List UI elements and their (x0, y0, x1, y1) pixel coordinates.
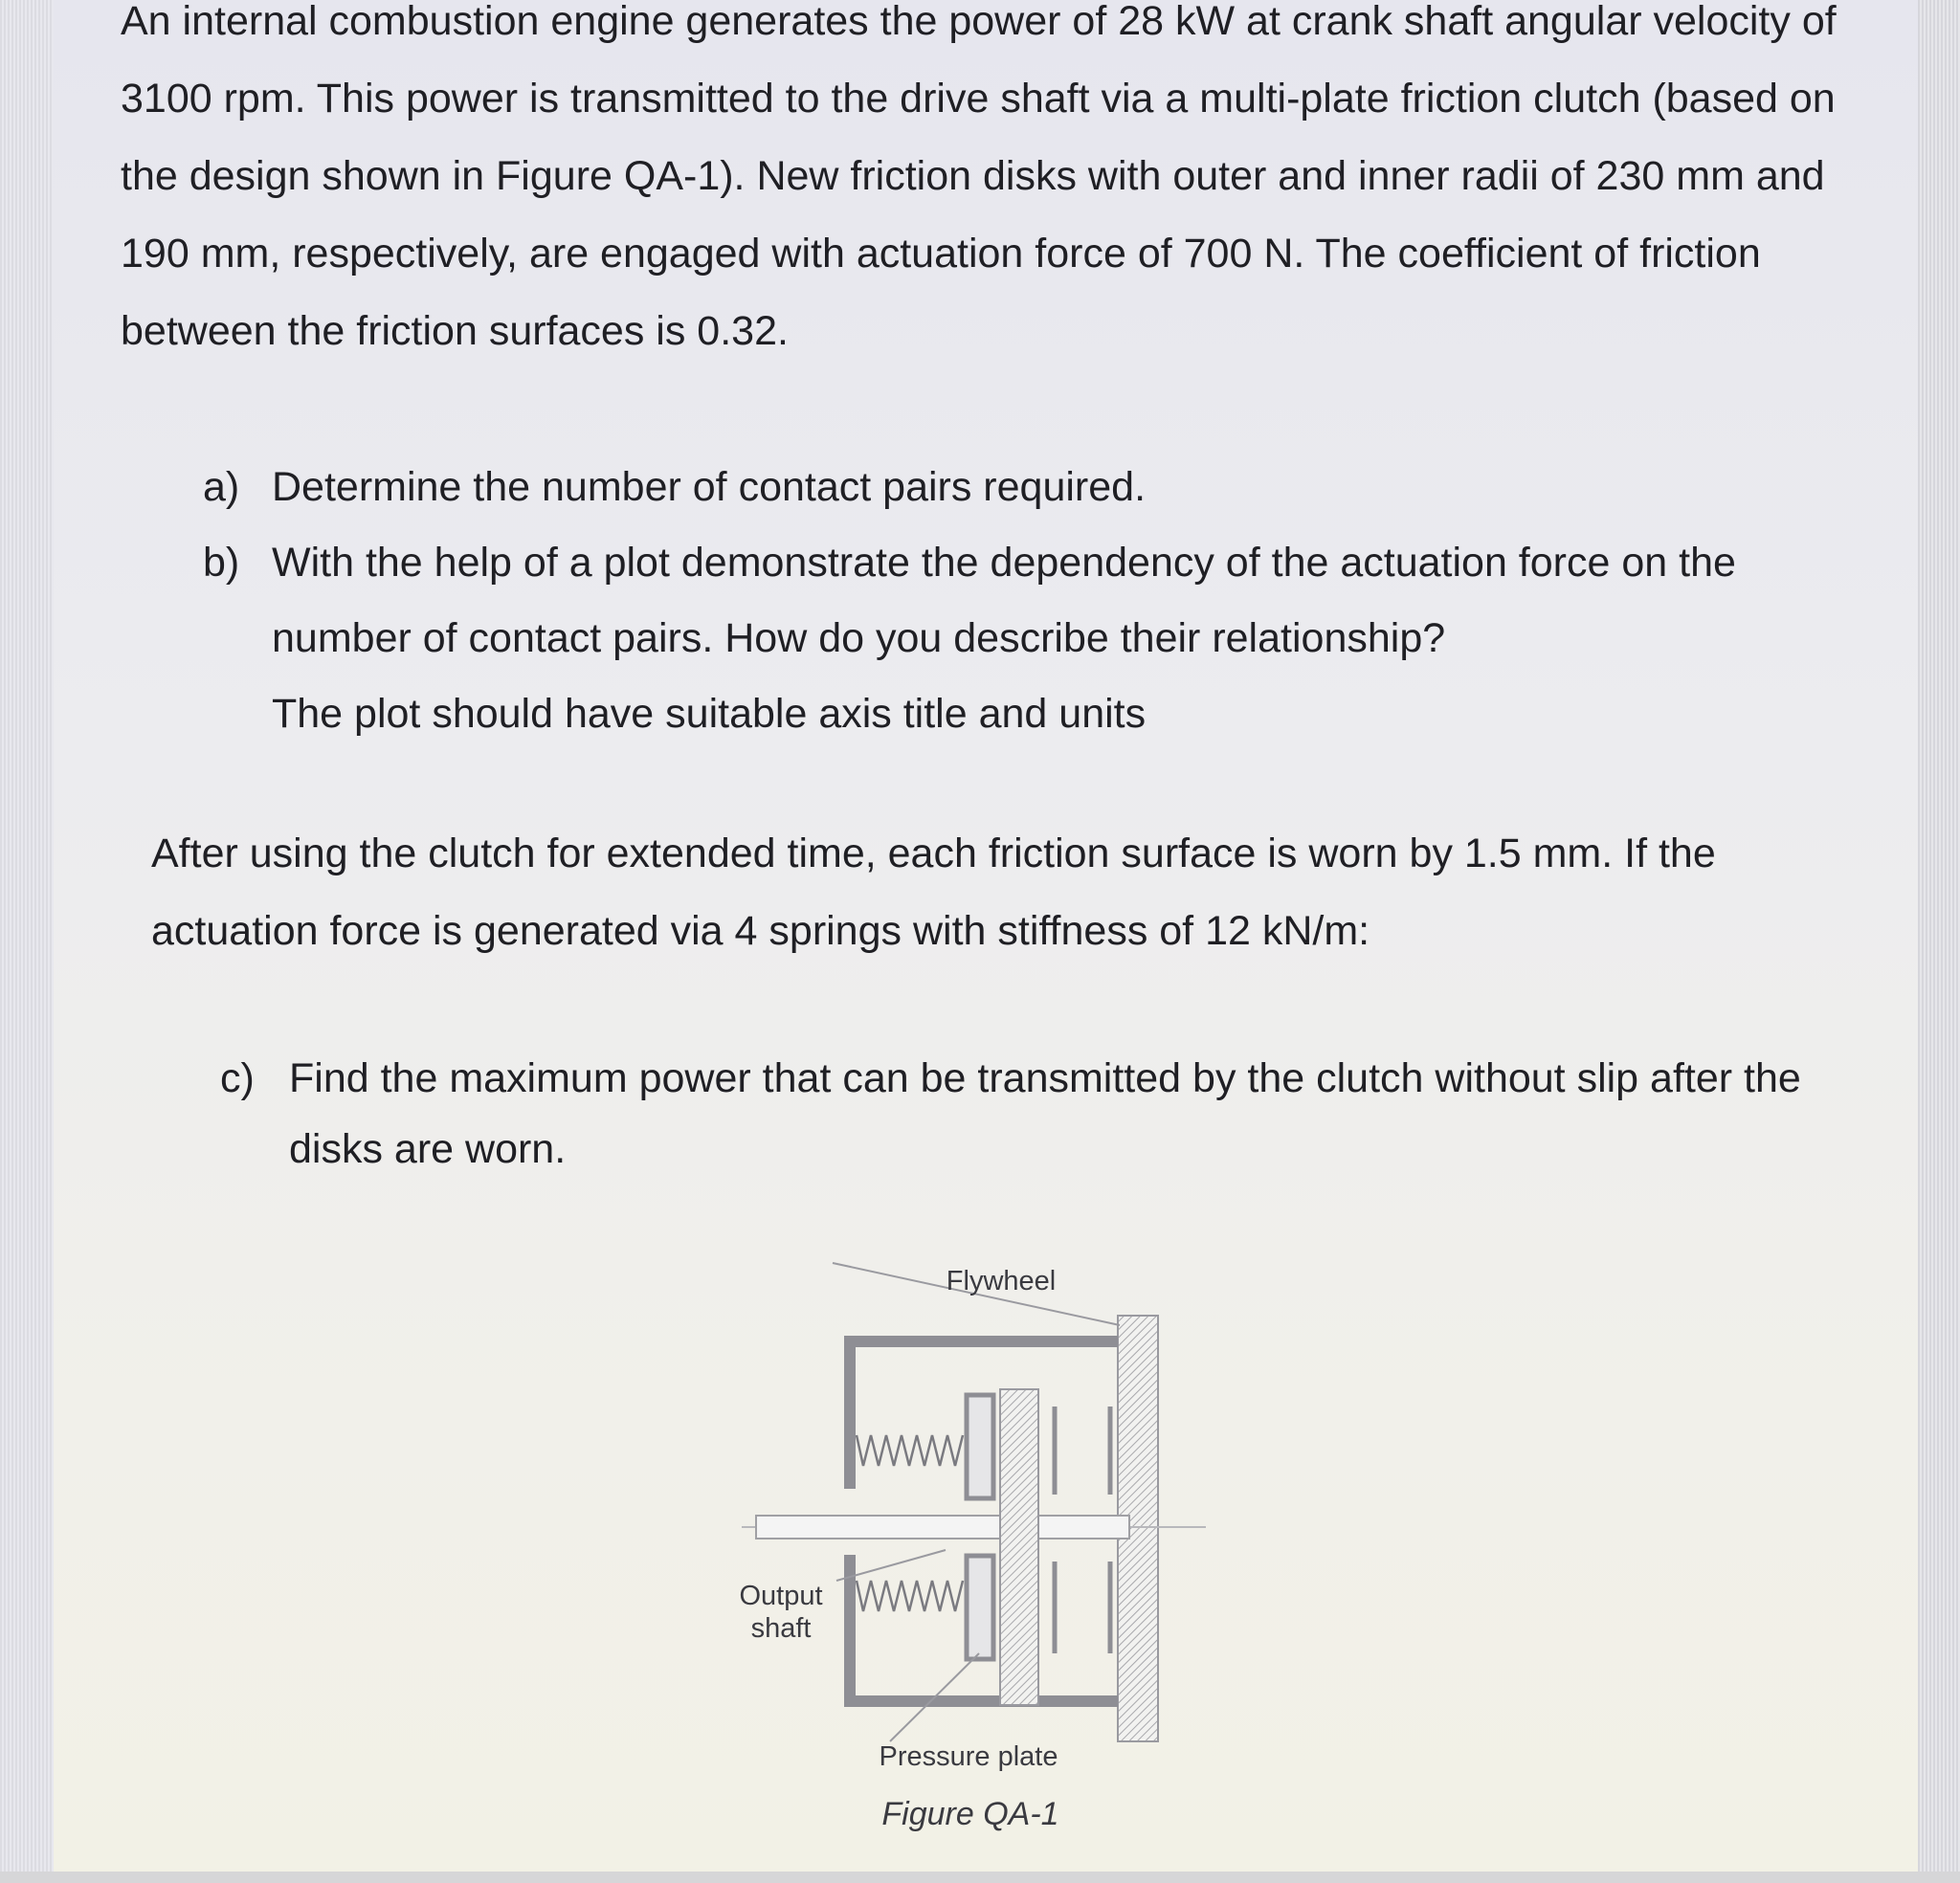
output-shaft (756, 1516, 1129, 1539)
pressure-plate-label: Pressure plate (879, 1741, 1058, 1772)
question-c-label: c) (220, 1055, 255, 1101)
question-b-text: With the help of a plot demonstrate the dependency of the actuation force on the number of contact pairs. How do you describe their relationship? (272, 540, 1736, 661)
problem-intro: An internal combustion engine generates the power of 28 kW at crank shaft angular velocity of 3100 rpm. This power is transmitted to the drive shaft via a multi-plate friction clutch (based on the design shown in Figure QA-1). New friction disks with outer and inner radii of 230 mm and 190 mm, respectively, are engaged with actuation force of 700 N. The coefficient of friction between the friction surfaces is 0.32. (121, 0, 1837, 354)
pressure-plate-lower (967, 1556, 993, 1659)
figure-caption: Figure QA-1 (881, 1796, 1059, 1832)
spring-lower (857, 1581, 963, 1611)
output-shaft-label-line2: shaft (750, 1613, 812, 1644)
question-c-text: Find the maximum power that can be transmitted by the clutch without slip after the disks are worn. (289, 1055, 1801, 1172)
question-c (220, 1043, 1828, 1185)
clutch-figure (708, 1244, 1244, 1856)
question-b-note: The plot should have suitable axis title and units (272, 691, 1147, 737)
friction-disk-center (1000, 1389, 1038, 1705)
question-b (203, 525, 1830, 752)
question-a-label: a) (203, 464, 240, 510)
spring-upper (857, 1435, 963, 1466)
question-b-label: b) (203, 540, 240, 586)
output-shaft-label-line1: Output (739, 1581, 823, 1611)
question-a (203, 450, 1830, 525)
pressure-plate-upper (967, 1395, 993, 1498)
question-b-body (272, 525, 1830, 752)
screen-edge-right (1918, 0, 1960, 1883)
flywheel-label: Flywheel (946, 1266, 1057, 1296)
screen-edge-left (0, 0, 54, 1883)
screen-edge-bottom (0, 1872, 1960, 1883)
wear-paragraph: After using the clutch for extended time, each friction surface is worn by 1.5 mm. If the actuation force is generated via 4 springs with stiffness of 12 kN/m: (151, 831, 1716, 954)
question-a-text: Determine the number of contact pairs required. (272, 464, 1147, 510)
